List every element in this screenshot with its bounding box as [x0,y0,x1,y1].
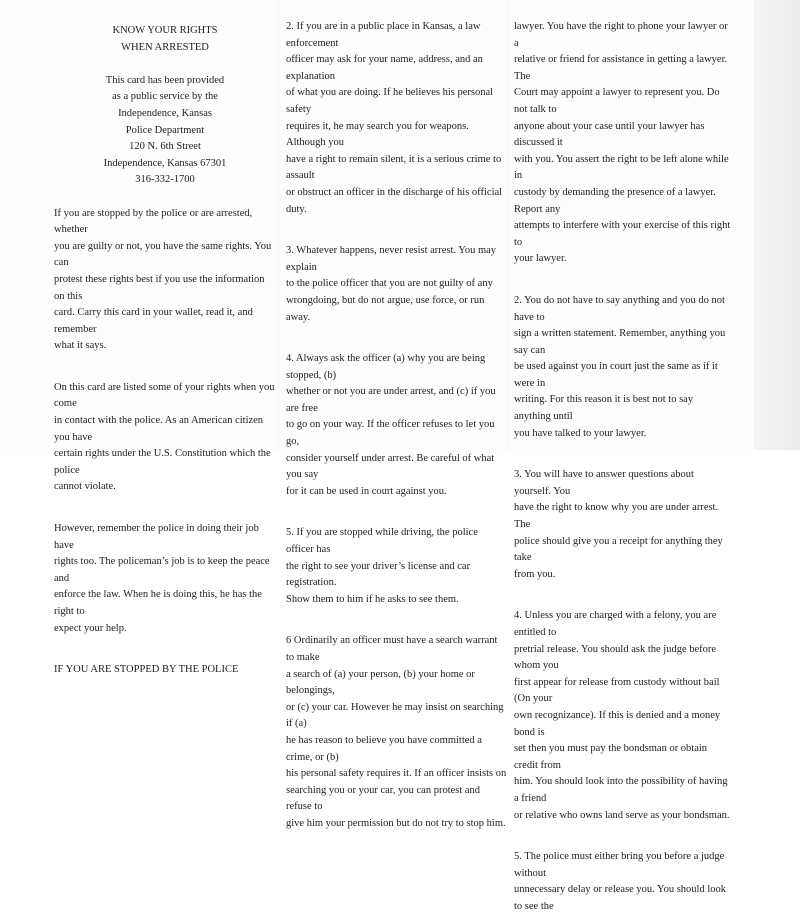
item-6-search-warrant: 6 Ordinarily an officer must have a search warrant to make a search of (a) your person, (b) your home or belongings, or (c) your car. However he may insist on searching if (a) he has reason to believe you have committed a crime, or (b) his personal safety requires it. If an officer insists on searching you or your car, you can protest and refuse to give him your permission but do not try to stop him. [286,635,507,829]
arrest-item-2-silence: 2. You do not have to say anything and you do not have to sign a written statement. Remember, anything you say can be used against you in court just the same as if it were in writing. For this reason it is best not to say anything until you have talked to your lawyer. [514,294,726,439]
column-2 [286,0,508,829]
paragraph-police-rights: However, remember the police in doing their job have rights too. The policeman’s job is to keep the peace and enforce the law. When he is doing this, he has the right to expect your help. [54,523,270,634]
fold-line [508,0,509,450]
column-3 [514,0,732,912]
lawyer-continuation: lawyer. You have the right to phone your lawyer or a relative or friend for assistance in getting a lawyer. The Court may appoint a lawyer to represent you. Do not talk to anyone about your case until your lawyer has discussed it with you. You assert the right to be left alone while in custody by demanding the presence of a lawyer. Report any attempts to interfere with your exercise of this right to your lawyer. [514,21,731,265]
arrest-item-3-questions: 3. You will have to answer questions about yourself. You have the right to know why you are under arrest. The police should give you a receipt for anything they take from you. [514,469,723,580]
arrest-item-5-judge: 5. The police must either bring you before a judge without unnecessary delay or release you. You should look to see the [514,851,726,912]
paragraph-constitution: On this card are listed some of your rights when you come in contact with the police. As an American citizen you have certain rights under the U.S. Constitution which the police cannot violate. [54,381,275,493]
item-5-driving: 5. If you are stopped while driving, the police officer has the right to see your driver’s license and car registration. Show them to him if he asks to see them. [286,527,478,605]
arrest-item-4-release: 4. Unless you are charged with a felony, you are entitled to pretrial release. You should ask the judge before whom you first appear for release from custody without bail (On your own recognizance). If this is denied and a money bond is set then you must pay the bondsman or obtain credit from him. You should look into the possibility of having a friend or relative who owns land serve as your bondsman. [514,610,730,821]
item-4-ask-officer: 4. Always ask the officer (a) why you are being stopped, (b) whether or not you are under arrest, and (c) if you are free to go on your way. If the officer refuses to let you go, consider yourself under arrest. Be careful of what you say for it can be used in court against you. [286,353,496,497]
card-title: KNOW YOUR RIGHTS WHEN ARRESTED [112,25,218,53]
provided-by-block: This card has been provided as a public service by the Independence, Kansas Police Department 120 N. 6th Street Independence, Kansas 67301 316-332-1700 [103,74,227,186]
item-2-public-place: 2. If you are in a public place in Kansas, a law enforcement officer may ask for your name, address, and an explanation of what you are doing. If he believes his personal safety requires it, he may search you for weapons. Although you have a right to remain silent, it is a serious crime to assault or obstruct an officer in the discharge of his official duty. [286,21,503,215]
page-edge [754,0,800,450]
item-3-never-resist: 3. Whatever happens, never resist arrest. You may explain to the police officer that you are not guilty of any wrongdoing, but do not argue, use force, or run away. [286,245,497,323]
section-heading-stopped: IF YOU ARE STOPPED BY THE POLICE [54,664,239,676]
column-1 [54,0,276,676]
paragraph-rights-intro: If you are stopped by the police or are arrested, whether you are guilty or not, you have the same rights. You can protest these rights best if you use the information on this card. Carry this card in your wallet, read it, and remember what it says. [54,207,272,352]
fold-line [278,0,279,450]
